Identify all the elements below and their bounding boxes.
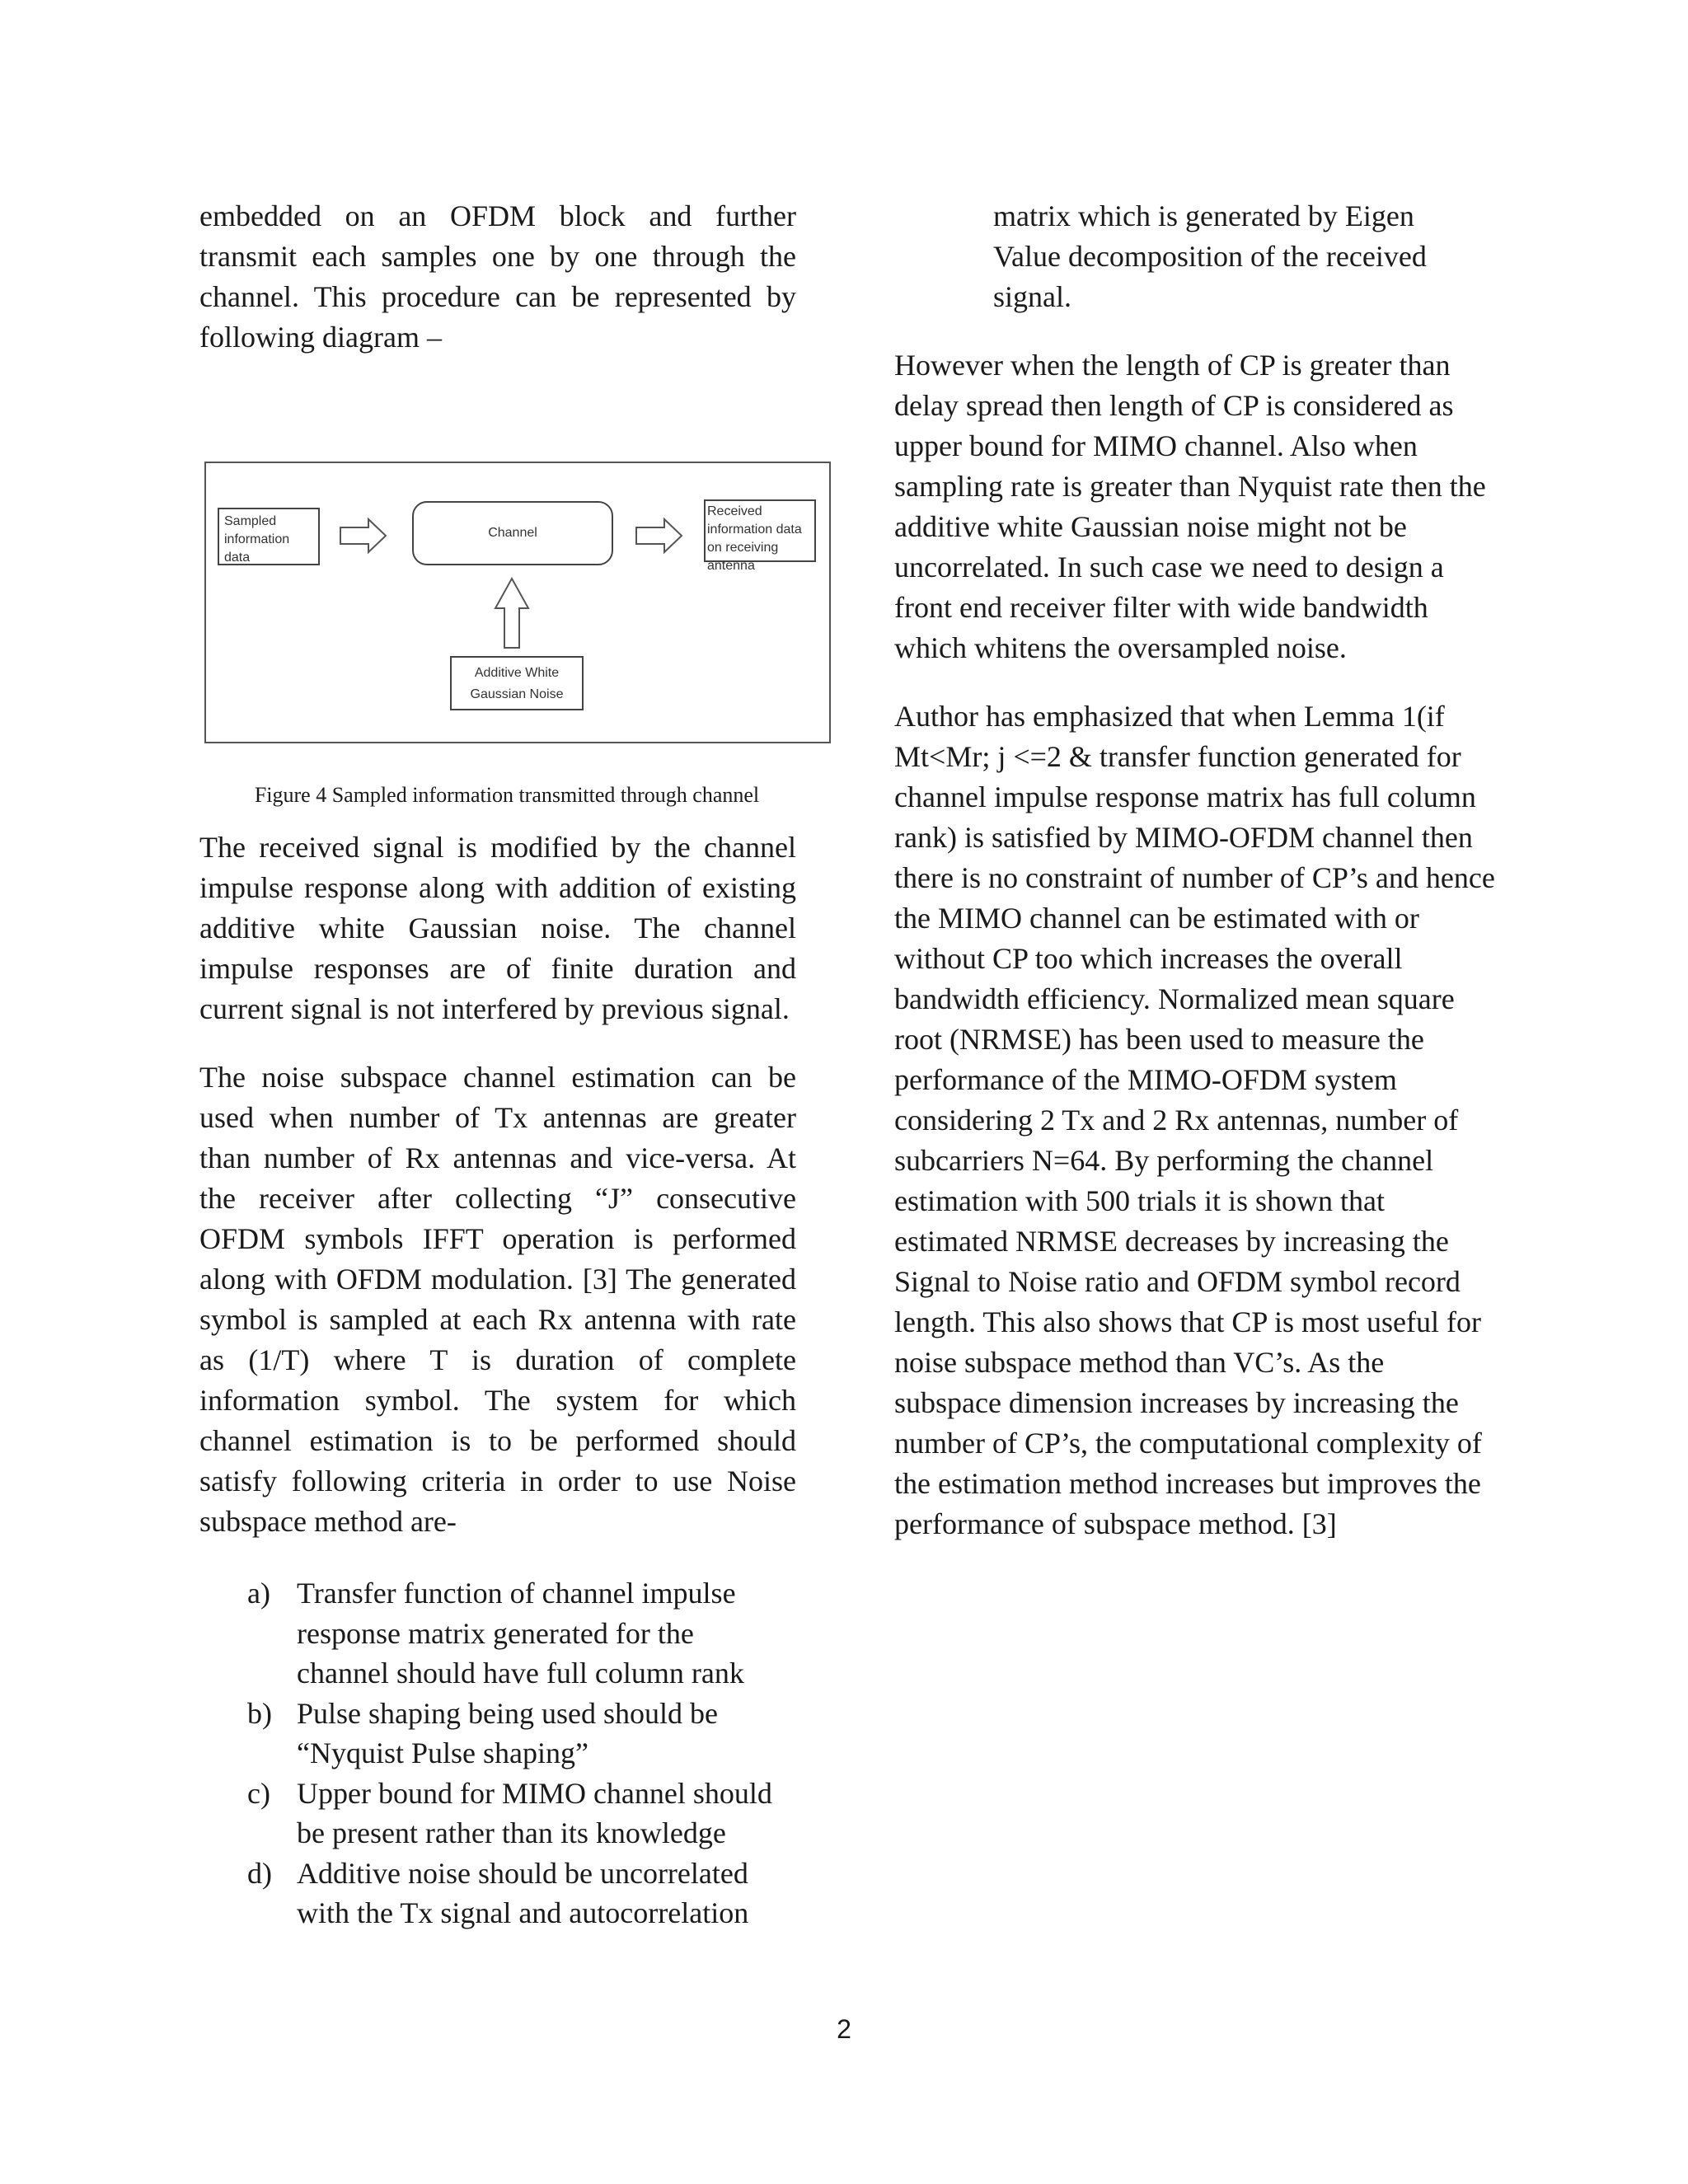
intro-paragraph: embedded on an OFDM block and further transmit each samples one by one through the channel. This procedure can be represented by following diagram – bbox=[199, 199, 796, 354]
page-number: 2 bbox=[837, 2014, 851, 2044]
received-data-box: Received information data on receiving antenna bbox=[704, 499, 816, 562]
list-item-text: Transfer function of channel impulse response matrix generated for the channel should have full column rank bbox=[297, 1577, 744, 1690]
left-column bbox=[199, 196, 802, 1933]
paragraph-cp-length: However when the length of CP is greater than delay spread then length of CP is considered as upper bound for MIMO channel. Also when sampling rate is greater than Nyquist rate then the additive white Gaussian noise might not be uncorrelated. In such case we need to design a front end receiver filter with wide bandwidth which whitens the oversampled noise. bbox=[894, 349, 1486, 664]
arrow-right-icon bbox=[340, 519, 386, 552]
arrow-up-icon bbox=[495, 579, 528, 648]
list-marker: a) bbox=[247, 1577, 270, 1610]
figure-caption: Figure 4 Sampled information transmitted through channel bbox=[254, 783, 760, 807]
channel-box: Channel bbox=[412, 501, 613, 565]
list-item-text: Pulse shaping being used should be “Nyquist Pulse shaping” bbox=[297, 1696, 718, 1769]
criteria-continuation: matrix which is generated by Eigen Value decomposition of the received signal. bbox=[993, 199, 1427, 313]
paragraph-received-signal: The received signal is modified by the channel impulse response along with addition of existing additive white Gaussian noise. The channel impulse responses are of finite duration and current signal is not interfered by previous signal. bbox=[199, 831, 796, 1025]
list-item bbox=[247, 1573, 796, 1694]
list-item bbox=[247, 1694, 796, 1774]
criteria-list bbox=[247, 1573, 796, 1933]
list-item bbox=[247, 1854, 796, 1933]
sampled-data-box: Sampled information data bbox=[218, 508, 320, 565]
noise-box: Additive White Gaussian Noise bbox=[450, 656, 584, 710]
paragraph-noise-subspace: The noise subspace channel estimation can be used when number of Tx antennas are greater than number of Rx antennas and vice-versa. At the receiver after collecting “J” consecutive OFDM symbols IFFT operation is performed along with OFDM modulation. [3] The generated symbol is sampled at each Rx antenna with rate as (1/T) where T is duration of complete information symbol. The system for which channel estimation is to be performed should satisfy following criteria in order to use Noise subspace method are- bbox=[199, 1061, 796, 1538]
list-item bbox=[247, 1774, 796, 1854]
list-marker: d) bbox=[247, 1856, 272, 1890]
list-item-text: Upper bound for MIMO channel should be present rather than its knowledge bbox=[297, 1776, 772, 1849]
paragraph-author-lemma: Author has emphasized that when Lemma 1(if Mt<Mr; j <=2 & transfer function generated for channel impulse response matrix has full column rank) is satisfied by MIMO-OFDM channel then there is no constraint of number of CP’s and hence the MIMO channel can be estimated with or without CP too which increases the overall bandwidth efficiency. Normalized mean square root (NRMSE) has been used to measure the performance of the MIMO-OFDM system considering 2 Tx and 2 Rx antennas, number of subcarriers N=64. By performing the channel estimation with 500 trials it is shown that estimated NRMSE decreases by increasing the Signal to Noise ratio and OFDM symbol record length. This also shows that CP is most useful for noise subspace method than VC’s. As the subspace dimension increases by increasing the number of CP’s, the computational complexity of the estimation method increases but improves the performance of subspace method. [3] bbox=[894, 700, 1495, 1540]
arrow-right-icon bbox=[636, 519, 682, 552]
list-marker: b) bbox=[247, 1696, 272, 1730]
list-item-text: Additive noise should be uncorrelated with the Tx signal and autocorrelation bbox=[297, 1856, 749, 1929]
list-marker: c) bbox=[247, 1776, 270, 1810]
right-column bbox=[894, 196, 1496, 1544]
figure-4-diagram bbox=[204, 462, 831, 743]
